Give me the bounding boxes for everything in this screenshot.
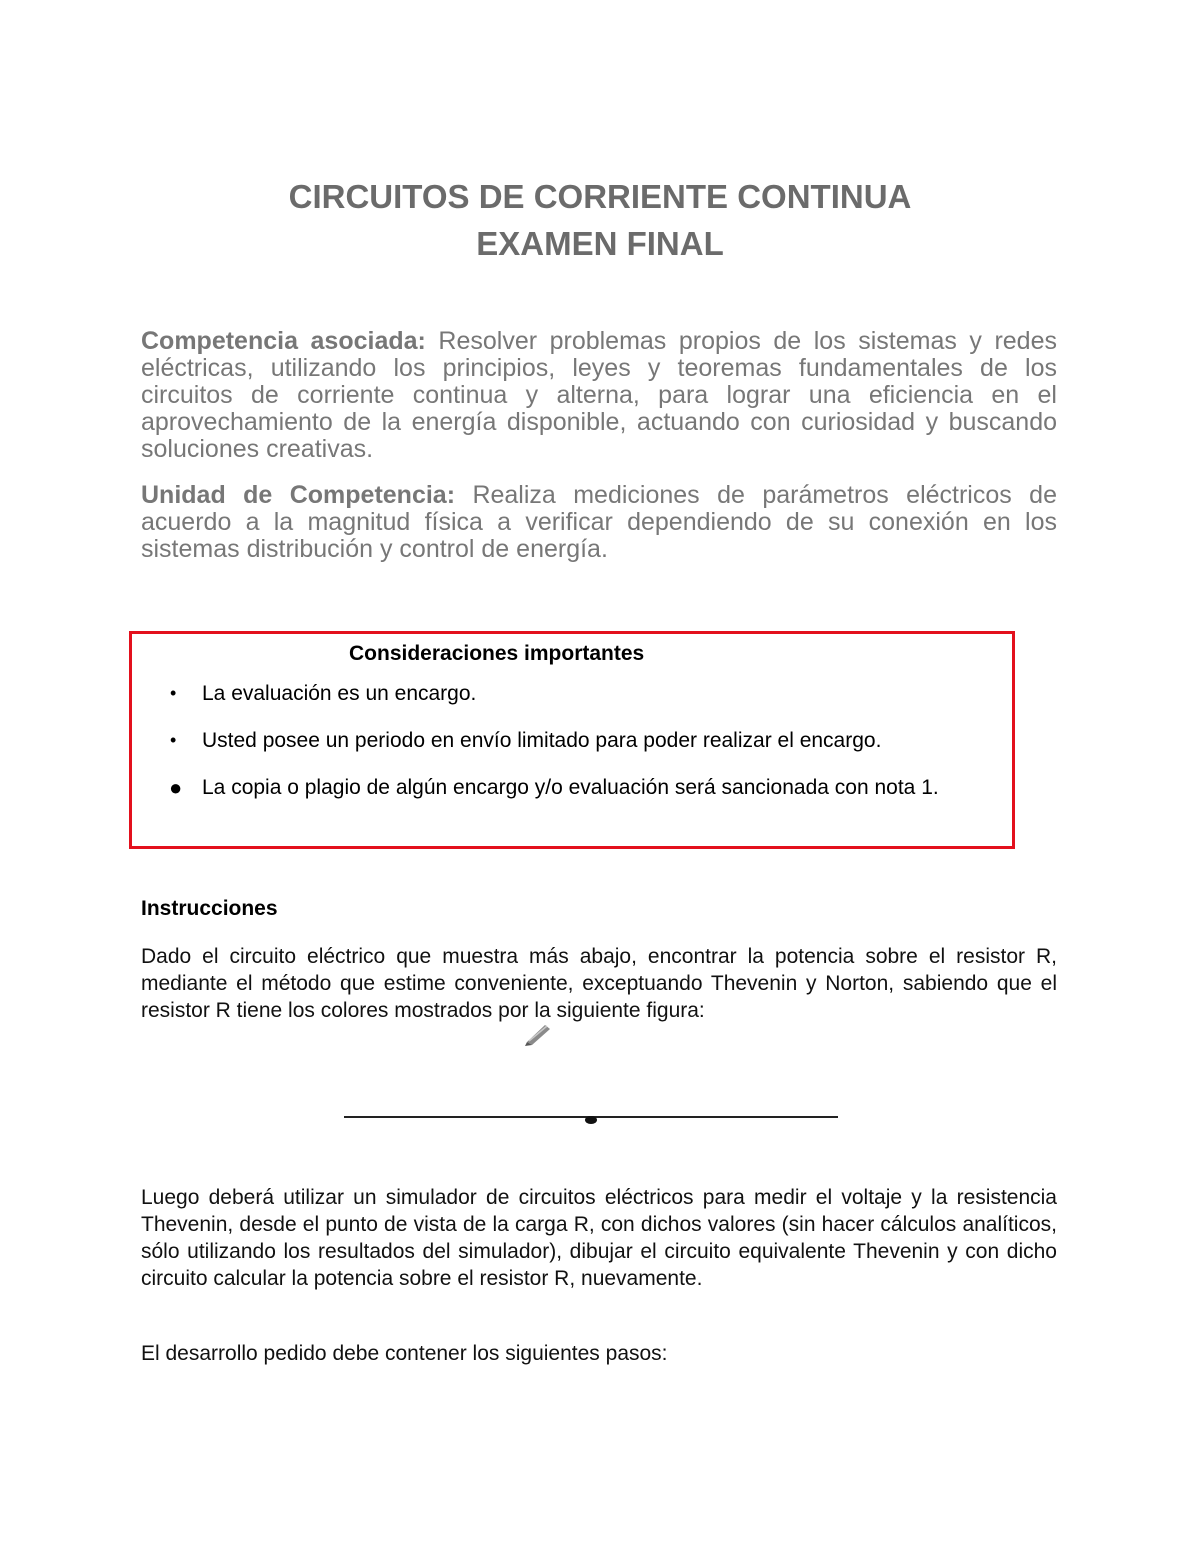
list-item bbox=[132, 774, 1012, 801]
wire-node-icon bbox=[344, 1113, 840, 1127]
list-item bbox=[132, 680, 1012, 707]
consideraciones-box bbox=[129, 631, 1015, 849]
document-title-line2: EXAMEN FINAL bbox=[476, 225, 724, 262]
consideraciones-list bbox=[132, 680, 1012, 821]
bullet-icon: • bbox=[170, 683, 177, 703]
list-item-text: Usted posee un periodo en envío limitado para poder realizar el encargo. bbox=[202, 729, 882, 752]
instrucciones-paragraph-2: Luego deberá utilizar un simulador de circuitos eléctricos para medir el voltaje y la resistencia Thevenin, desde el punto de vista de la carga R, con dichos valores (sin hacer cálculos analíticos, sólo utilizando los resultados del simulador), dibujar el circuito equivalente Thevenin y con dicho circuito calcular la potencia sobre el resistor R, nuevamente. bbox=[141, 1186, 1057, 1290]
bullet-icon: • bbox=[170, 730, 177, 750]
list-item-text: La evaluación es un encargo. bbox=[202, 682, 477, 705]
competencia-paragraph bbox=[141, 328, 1057, 463]
list-item-text: La copia o plagio de algún encargo y/o evaluación será sancionada con nota 1. bbox=[202, 776, 939, 799]
unidad-paragraph bbox=[141, 482, 1057, 563]
instrucciones-heading: Instrucciones bbox=[141, 897, 278, 920]
unidad-text: Realiza mediciones de parámetros eléctricos de acuerdo a la magnitud física a verificar dependiendo de su conexión en los sistemas distribución y control de energía. bbox=[141, 481, 1057, 563]
bullet-icon: ● bbox=[169, 775, 183, 800]
pencil-icon bbox=[523, 1022, 553, 1046]
document-title-line1: CIRCUITOS DE CORRIENTE CONTINUA bbox=[288, 178, 912, 215]
competencia-label: Competencia asociada: bbox=[141, 327, 426, 355]
consideraciones-title: Consideraciones importantes bbox=[349, 642, 645, 665]
unidad-label: Unidad de Competencia: bbox=[141, 481, 456, 509]
instrucciones-paragraph-1: Dado el circuito eléctrico que muestra más abajo, encontrar la potencia sobre el resistor R, mediante el método que estime conveniente, exceptuando Thevenin y Norton, sabiendo que el resistor R tiene los colores mostrados por la siguiente figura: bbox=[141, 945, 1057, 1022]
list-item bbox=[132, 727, 1012, 754]
instrucciones-paragraph-3: El desarrollo pedido debe contener los siguientes pasos: bbox=[141, 1342, 668, 1365]
competencia-text: Resolver problemas propios de los sistemas y redes eléctricas, utilizando los principios, leyes y teoremas fundamentales de los circuitos de corriente continua y alterna, para lograr una eficiencia en el aprovechamiento de la energía disponible, actuando con curiosidad y buscando soluciones creativas. bbox=[141, 327, 1057, 463]
